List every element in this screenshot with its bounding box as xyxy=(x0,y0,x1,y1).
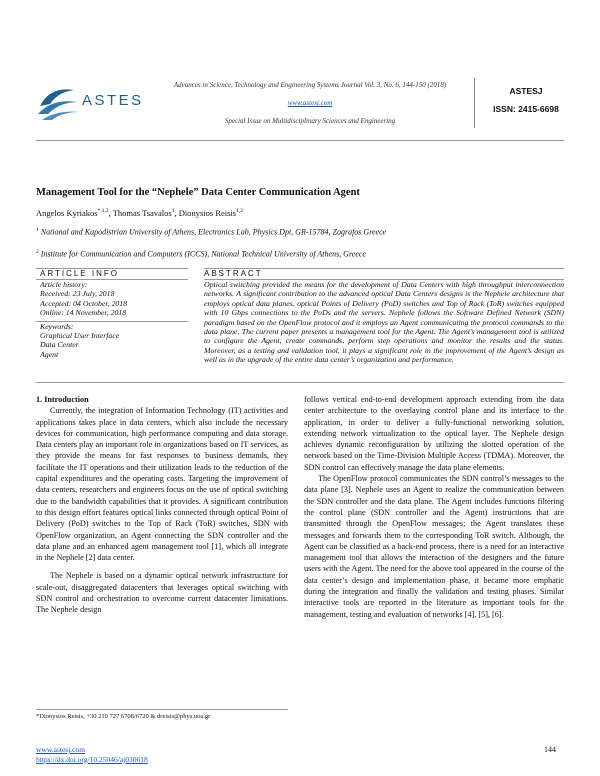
affiliation-2 xyxy=(36,249,366,259)
journal-url-link[interactable]: www.astesj.com xyxy=(287,99,333,107)
body-right-column xyxy=(304,394,564,620)
online-date: Online: 14 November, 2018 xyxy=(40,308,127,318)
special-issue: Special Issue on Multidisciplinary Sciences and Engineering xyxy=(224,117,396,125)
abstract-text: Optical switching provided the means for the development of Data Centers with high throughput interconnection networks. A significant contribution to the advanced optical Data Centers designs is the Nephele architecture that employs optical data planes, optical Points of Delivery (PoD) switches and Top of Rack (ToR) switches equipped with 10 Gbps connections to the PoDs and the servers. Nephele follows the Software Defined Network (SDN) paradigm based on the OpenFlow protocol and it employs an Agent communicating the protocol commands to the data plane. The current paper presents a management tool for the Agent. The Agent’s management tool is utilized to configure the Agent, create commands, perform step operations and monitor the results and the status. Moreover, as a testing and validation tool, it plays a significant role in the improvement of the Agent’s design as well as in the upgrade of the entire data center’s organization and performance. xyxy=(204,280,564,365)
issn: ISSN: 2415-6698 xyxy=(493,104,559,114)
keyword: Agent xyxy=(40,349,59,359)
corresponding-author-footnote: *Dionysios Reisis, +30 210 727 6708/6720 & dreisis@phys.uoa.gr xyxy=(36,709,288,720)
author-name: Dionysios Reisis xyxy=(178,208,237,218)
article-info-heading: ARTICLE INFO xyxy=(40,269,119,278)
affiliation-1 xyxy=(36,227,386,237)
page-number: 144 xyxy=(544,745,556,754)
keyword: Graphical User Interface xyxy=(40,331,120,341)
logo-wave-icon xyxy=(36,80,82,124)
article-history xyxy=(36,280,188,318)
footer-url-link[interactable]: www.astesj.com xyxy=(36,745,86,754)
author-separator: , xyxy=(174,208,179,218)
keywords-label: Keywords: xyxy=(40,321,74,331)
abstract-heading: ABSTRACT xyxy=(204,269,263,278)
affiliation-text: Institute for Communication and Computers (ICCS), National Technical University of Athens, Greece xyxy=(40,249,366,259)
abstract-bottom-rule xyxy=(36,382,564,383)
accepted-date: Accepted: 04 October, 2018 xyxy=(40,298,128,308)
author-sup: 1,2 xyxy=(236,208,243,215)
paper-title: Management Tool for the “Nephele” Data Center Communication Agent xyxy=(36,187,360,198)
keywords xyxy=(36,322,188,360)
journal-abbrev: ASTESJ xyxy=(509,86,543,96)
abstract xyxy=(204,268,564,365)
author-sup: 1 xyxy=(171,208,175,215)
author-name: Angelos Kyriakos xyxy=(36,208,98,218)
page-footer xyxy=(36,745,148,764)
affiliation-num: 2 xyxy=(36,249,39,255)
body-paragraph: Currently, the integration of Information Technology (IT) activities and applications takes place in data centers, which also include the necessary devices for communication, high performance computing and data storage. Data centers play an important role in organizations based on IT services, as they provide the means for fast responses to business demands, they facilitate the IT operations and their utilization leads to the reduction of the capital expenditures and the operating costs. Targeting the improvement of data centers, researchers and engineers focus on the use of optical switching due to the bandwidth capabilities that it provides. A significant contribution to this design effort features optical links connected through optical Point of Delivery (PoD) switches to the Top of Rack (ToR) switches, SDN with OpenFlow organization, an Agent connecting the SDN controller and the data plane and an enhanced agent management tool [1], which all integrate in the Nephele [2] data center. xyxy=(36,406,288,563)
journal-line: Advances in Science, Technology and Engineering Systems Journal Vol. 3, No. 6, 144-150 (2018) xyxy=(173,81,447,89)
header-divider xyxy=(474,78,475,128)
logo-text: ASTES xyxy=(82,92,144,109)
body-paragraph: follows vertical end-to-end development approach extending from the data center architecture to the overlaying control plane and its interface to the application, in order to deliver a fully-functional networking solution, extending network virtualization to the optical layer. The Nephele design achieves dynamic reconfiguration by utilizing the slotted operation of the network based on the Time-Division Multiple Access (TDMA). Moreover, the SDN control can effectively manage the data plane elements. xyxy=(304,395,564,472)
doi-link[interactable]: https://dx.doi.org/10.25046/aj030618 xyxy=(36,754,148,764)
affiliation-num: 1 xyxy=(36,227,39,233)
body-paragraph: The Nephele is based on a dynamic optical network infrastructure for scale-out, disaggregated datacenters that leverages optical switching with SDN control and orchestration to overcome current datacenter limitations. The Nephele design xyxy=(36,571,288,615)
author-name: Thomas Tsavalos xyxy=(112,208,172,218)
journal-id-box xyxy=(482,82,570,118)
author-sup: *,1,2 xyxy=(97,208,109,215)
section-title: 1. Introduction xyxy=(36,395,89,404)
journal-header xyxy=(140,80,480,126)
affiliation-text: National and Kapodistrian University of Athens, Electronics Lab, Physics Dpt, GR-15784, Zografos Greece xyxy=(40,227,387,237)
author-list xyxy=(36,208,243,218)
received-date: Received: 23 July, 2018 xyxy=(40,289,115,299)
keyword: Data Center xyxy=(40,340,79,350)
header-rule xyxy=(36,140,564,141)
author-separator: , xyxy=(108,208,113,218)
history-label: Article history: xyxy=(40,280,88,289)
article-info xyxy=(36,268,188,359)
body-paragraph: The OpenFlow protocol communicates the SDN control’s messages to the data plane [3]. Nephele uses an Agent to realize the communication between the SDN controller and the data plane. The Agent includes functions filtering the control plane (SDN controller and the Agent) instructions that are transmitted through the OpenFlow messages; the Agent translates these messages and forwards them to the corresponding ToR switch. Although, the Agent can be classified as a back-end process, there is a need for an interactive management tool that allows the interaction of the designers and the future users with the Agent. The need for the above tool appeared in the course of the data center’s design and implementation phase, it became more emphatic during the integration and finally the validation and testing phases. Similar interactive tools are reported in the literature as important tools for the management, testing and evaluation of networks [4], [5], [6]. xyxy=(304,474,564,619)
astes-logo xyxy=(36,80,146,124)
body-left-column xyxy=(36,394,288,616)
